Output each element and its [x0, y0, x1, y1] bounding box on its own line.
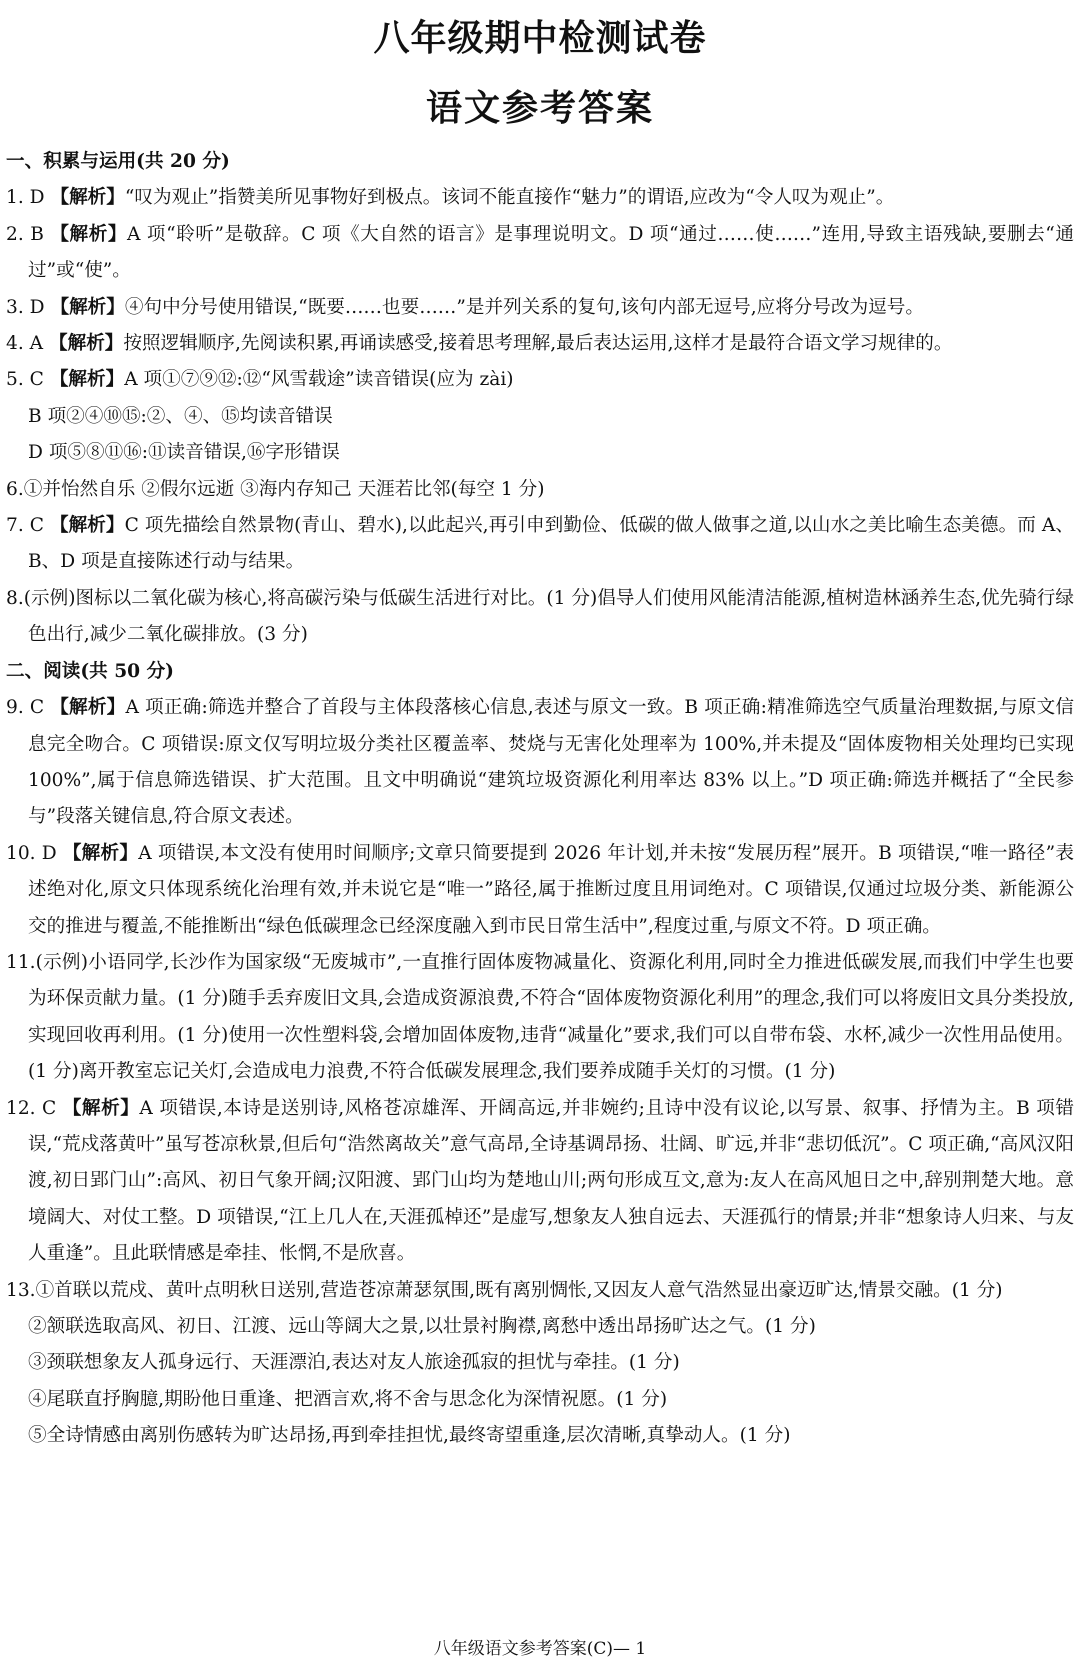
analysis-tag: 【解析】	[50, 296, 125, 318]
answer-number: 8.	[6, 587, 24, 609]
answer-text: “叹为观止”指赞美所见事物好到极点。该词不能直接作“魅力”的谓语,应改为“令人叹为观止”。	[124, 187, 895, 209]
analysis-tag: 【解析】	[49, 333, 124, 355]
answer-item-4	[6, 326, 1074, 362]
answer-item-8	[6, 581, 1074, 654]
answer-text: (示例)小语同学,长沙作为国家级“无废城市”,一直推行固体废物减量化、资源化利用,同时全力推进低碳发展,而我们中学生也要为环保贡献力量。(1 分)随手丢弃废旧文具,会造成资源浪费,不符合“固体废物资源化利用”的理念,我们可以将废旧文具分类投放,实现回收再利用。(1 分)使用一次性塑料袋,会增加固体废物,违背“减量化”要求,我们可以自带布袋、水杯,减少一次性用品使用。(1 分)离开教室忘记关灯,会造成电力浪费,不符合低碳发展理念,我们要养成随手关灯的习惯。(1 分)	[28, 951, 1074, 1083]
answer-text: A 项错误,本诗是送别诗,风格苍凉雄浑、开阔高远,并非婉约;且诗中没有议论,以写景、叙事、抒情为主。B 项错误,“荒戍落黄叶”虽写苍凉秋景,但后句“浩然离故关”意气高昂,全诗基调昂扬、壮阔、旷远,并非“悲切低沉”。C 项正确,“高风汉阳渡,初日郢门山”:高风、初日气象开阔;汉阳渡、郢门山均为楚地山川;两句形成互文,意为:友人在高风旭日之中,辞别荆楚大地。意境阔大、对仗工整。D 项错误,“江上几人在,天涯孤棹还”是虚写,想象友人独自远去、天涯孤行的情景;并非“想象诗人归来、与友人重逢”。且此联情感是牵挂、怅惘,不是欣喜。	[28, 1097, 1074, 1265]
answer-item-5	[6, 362, 1074, 398]
answer-text: (示例)图标以二氧化碳为核心,将高碳污染与低碳生活进行对比。(1 分)倡导人们使用风能清洁能源,植树造林涵养生态,优先骑行绿色出行,减少二氧化碳排放。(3 分)	[23, 587, 1074, 646]
answer-item-11	[6, 945, 1074, 1091]
answer-item-13-point-5: ⑤全诗情感由离别伤感转为旷达昂扬,再到牵挂担忧,最终寄望重逢,层次清晰,真挚动人。(1 分)	[28, 1425, 791, 1447]
answer-number: 2. B	[6, 223, 44, 245]
analysis-tag: 【解析】	[62, 1097, 140, 1119]
page-footer: 八年级语文参考答案(C)— 1	[433, 1639, 647, 1659]
answer-number: 11.	[6, 951, 36, 973]
answer-text: A 项①⑦⑨⑫:⑫“风雪载途”读音错误(应为 zài)	[124, 369, 514, 391]
answer-text: A 项“聆听”是敬辞。C 项《大自然的语言》是事理说明文。D 项“通过……使……”连用,导致主语残缺,要删去“通过”或“使”。	[28, 223, 1074, 282]
analysis-tag: 【解析】	[49, 369, 125, 391]
answer-item-10	[6, 836, 1074, 945]
answer-item-6	[6, 472, 1074, 508]
answer-number: 13.	[6, 1279, 36, 1301]
answer-text: A 项错误,本文没有使用时间顺序;文章只简要提到 2026 年计划,并未按“发展历程”展开。B 项错误,“唯一路径”表述绝对化,原文只体现系统化治理有效,并未说它是“唯一”路径,属于推断过度且用词绝对。C 项错误,仅通过垃圾分类、新能源公交的推进与覆盖,不能推断出“绿色低碳理念已经深度融入到市民日常生活中”,程度过重,与原文不符。D 项正确。	[28, 842, 1074, 937]
answer-item-13	[6, 1273, 1074, 1309]
answer-number: 4. A	[6, 333, 44, 355]
answer-item-2	[6, 217, 1074, 290]
analysis-tag: 【解析】	[49, 515, 125, 537]
answer-number: 6.	[6, 478, 24, 500]
analysis-tag: 【解析】	[50, 223, 128, 245]
answer-number: 12. C	[6, 1097, 57, 1119]
answers-body	[6, 144, 1074, 1455]
answer-item-13-point-4: ④尾联直抒胸臆,期盼他日重逢、把酒言欢,将不舍与思念化为深情祝愿。(1 分)	[28, 1388, 668, 1410]
analysis-tag: 【解析】	[50, 697, 126, 719]
answer-number: 5. C	[6, 369, 44, 391]
answer-number: 10. D	[6, 842, 57, 864]
analysis-tag: 【解析】	[50, 187, 125, 209]
answer-item-1	[6, 180, 1074, 216]
section-heading-1: 一、积累与运用(共 20 分)	[6, 151, 230, 172]
answer-item-13-point-3: ③颈联想象友人孤身远行、天涯漂泊,表达对友人旅途孤寂的担忧与牵挂。(1 分)	[28, 1352, 680, 1374]
answer-item-5-line-d: D 项⑤⑧⑪⑯:⑪读音错误,⑯字形错误	[28, 442, 340, 464]
section-heading-2: 二、阅读(共 50 分)	[6, 660, 174, 682]
answer-text: ④句中分号使用错误,“既要……也要……”是并列关系的复句,该句内部无逗号,应将分号改为逗号。	[124, 296, 924, 318]
answer-text: ①首联以荒戍、黄叶点明秋日送别,营造苍凉萧瑟氛围,既有离别惆怅,又因友人意气浩然显出豪迈旷达,情景交融。(1 分)	[35, 1279, 1003, 1301]
answer-sheet-page	[0, 14, 1080, 1665]
answer-title: 语文参考答案	[425, 87, 654, 129]
answer-number: 3. D	[6, 296, 45, 318]
answer-text: C 项先描绘自然景物(青山、碧水),以此起兴,再引申到勤俭、低碳的做人做事之道,以山水之美比喻生态美德。而 A、B、D 项是直接陈述行动与结果。	[28, 515, 1074, 573]
answer-text: A 项正确:筛选并整合了首段与主体段落核心信息,表述与原文一致。B 项正确:精准筛选空气质量治理数据,与原文信息完全吻合。C 项错误:原文仅写明垃圾分类社区覆盖率、焚烧与无害化处理率为 100%,并未提及“固体废物相关处理均已实现 100%”,属于信息筛选错误、扩大范围。且文中明确说“建筑垃圾资源化利用率达 83% 以上。”D 项正确:筛选并概括了“全民参与”段落关键信息,符合原文表述。	[28, 697, 1074, 828]
answer-item-9	[6, 690, 1074, 836]
answer-number: 1. D	[6, 187, 45, 209]
answer-item-3	[6, 290, 1074, 326]
answer-number: 7. C	[6, 515, 44, 537]
answer-text: 按照逻辑顺序,先阅读积累,再诵读感受,接着思考理解,最后表达运用,这样才是最符合语文学习规律的。	[123, 333, 953, 355]
answer-number: 9. C	[6, 697, 45, 719]
answer-item-7	[6, 508, 1074, 581]
answer-item-12	[6, 1091, 1074, 1273]
answer-item-13-point-2: ②颔联选取高风、初日、江渡、远山等阔大之景,以壮景衬胸襟,离愁中透出昂扬旷达之气。(1 分)	[28, 1316, 816, 1337]
answer-item-5-line-b: B 项②④⑩⑮:②、④、⑮均读音错误	[28, 405, 333, 427]
answer-text: ①并怡然自乐 ②假尔远逝 ③海内存知己 天涯若比邻(每空 1 分)	[23, 478, 545, 500]
exam-title: 八年级期中检测试卷	[373, 17, 707, 59]
analysis-tag: 【解析】	[62, 842, 139, 864]
